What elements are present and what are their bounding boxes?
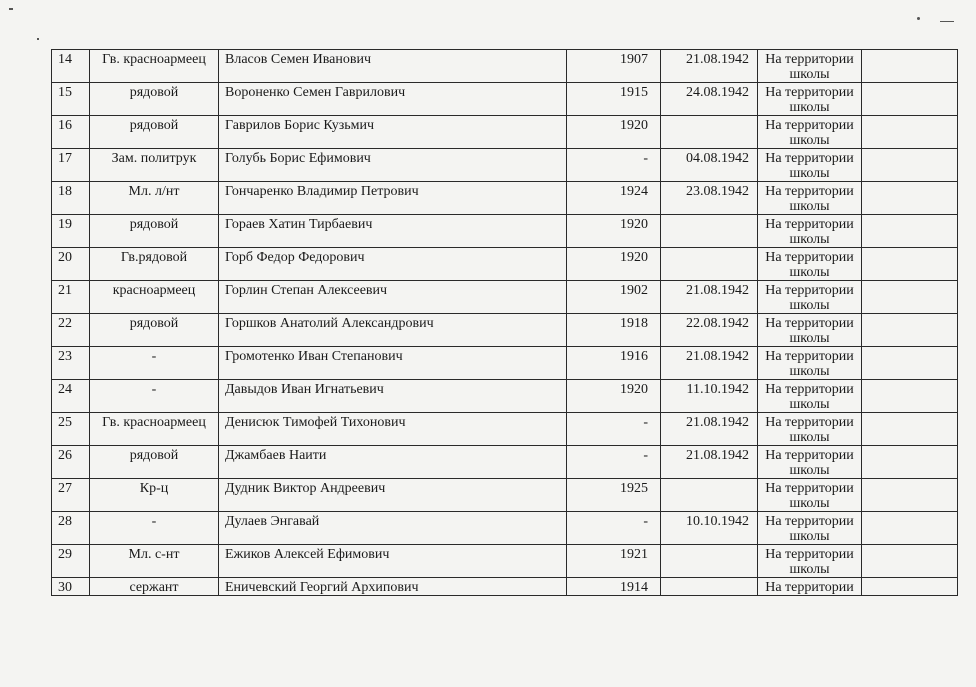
death-date-cell [661, 248, 758, 281]
rank-cell: Гв.рядовой [90, 248, 219, 281]
row-number: 20 [52, 248, 90, 281]
empty-cell [862, 50, 958, 83]
empty-cell [862, 314, 958, 347]
burial-place-cell: На территории школы [758, 281, 862, 314]
death-date-cell [661, 116, 758, 149]
burial-place-cell: На территории школы [758, 413, 862, 446]
burial-place-cell: На территории школы [758, 446, 862, 479]
death-date-cell: 21.08.1942 [661, 446, 758, 479]
name-cell: Ежиков Алексей Ефимович [219, 545, 567, 578]
rank-cell: рядовой [90, 314, 219, 347]
birth-year-cell: 1915 [567, 83, 661, 116]
birth-year-cell: 1920 [567, 116, 661, 149]
name-cell: Горб Федор Федорович [219, 248, 567, 281]
burial-place-cell: На территории школы [758, 347, 862, 380]
row-number: 18 [52, 182, 90, 215]
name-cell: Гораев Хатин Тирбаевич [219, 215, 567, 248]
name-cell: Дудник Виктор Андреевич [219, 479, 567, 512]
burial-place-cell: На территории школы [758, 116, 862, 149]
burial-place-cell: На территории школы [758, 149, 862, 182]
name-cell: Гаврилов Борис Кузьмич [219, 116, 567, 149]
death-date-cell [661, 215, 758, 248]
row-number: 22 [52, 314, 90, 347]
rank-cell: рядовой [90, 83, 219, 116]
table-row [52, 248, 958, 281]
birth-year-cell: 1907 [567, 50, 661, 83]
name-cell: Денисюк Тимофей Тихонович [219, 413, 567, 446]
name-cell: Горшков Анатолий Александрович [219, 314, 567, 347]
burial-place-cell: На территории школы [758, 50, 862, 83]
empty-cell [862, 380, 958, 413]
birth-year-cell: 1920 [567, 248, 661, 281]
burial-place-cell: На территории школы [758, 314, 862, 347]
birth-year-cell: 1920 [567, 380, 661, 413]
rank-cell: рядовой [90, 215, 219, 248]
table-row [52, 215, 958, 248]
birth-year-cell: 1924 [567, 182, 661, 215]
row-number: 29 [52, 545, 90, 578]
name-cell: Горлин Степан Алексеевич [219, 281, 567, 314]
empty-cell [862, 446, 958, 479]
rank-cell: Зам. политрук [90, 149, 219, 182]
rank-cell: - [90, 512, 219, 545]
birth-year-cell: 1902 [567, 281, 661, 314]
table-row [52, 446, 958, 479]
empty-cell [862, 182, 958, 215]
death-date-cell: 21.08.1942 [661, 281, 758, 314]
burial-place-cell: На территории школы [758, 545, 862, 578]
empty-cell [862, 83, 958, 116]
death-date-cell [661, 578, 758, 596]
table-row [52, 149, 958, 182]
name-cell: Гончаренко Владимир Петрович [219, 182, 567, 215]
burial-place-cell: На территории школы [758, 182, 862, 215]
table-row [52, 512, 958, 545]
empty-cell [862, 479, 958, 512]
table-row [52, 281, 958, 314]
row-number: 16 [52, 116, 90, 149]
name-cell: Дулаев Энгавай [219, 512, 567, 545]
burial-place-cell: На территории школы [758, 380, 862, 413]
death-date-cell: 21.08.1942 [661, 413, 758, 446]
name-cell: Давыдов Иван Игнатьевич [219, 380, 567, 413]
burial-place-cell: На территории школы [758, 248, 862, 281]
rank-cell: - [90, 347, 219, 380]
row-number: 25 [52, 413, 90, 446]
death-date-cell [661, 479, 758, 512]
rank-cell: Мл. с-нт [90, 545, 219, 578]
rank-cell: - [90, 380, 219, 413]
row-number: 24 [52, 380, 90, 413]
empty-cell [862, 578, 958, 596]
empty-cell [862, 149, 958, 182]
table-row [52, 50, 958, 83]
burial-place-cell: На территории [758, 578, 862, 596]
death-date-cell: 10.10.1942 [661, 512, 758, 545]
scan-speck [940, 21, 954, 22]
rank-cell: рядовой [90, 446, 219, 479]
scan-speck [37, 38, 39, 40]
death-date-cell: 11.10.1942 [661, 380, 758, 413]
rank-cell: Гв. красноармеец [90, 413, 219, 446]
name-cell: Вороненко Семен Гаврилович [219, 83, 567, 116]
death-date-cell: 22.08.1942 [661, 314, 758, 347]
death-date-cell: 04.08.1942 [661, 149, 758, 182]
rank-cell: Гв. красноармеец [90, 50, 219, 83]
birth-year-cell: 1921 [567, 545, 661, 578]
death-date-cell [661, 545, 758, 578]
name-cell: Голубь Борис Ефимович [219, 149, 567, 182]
rank-cell: Мл. л/нт [90, 182, 219, 215]
birth-year-cell: - [567, 446, 661, 479]
empty-cell [862, 545, 958, 578]
birth-year-cell: 1920 [567, 215, 661, 248]
table-row [52, 347, 958, 380]
row-number: 28 [52, 512, 90, 545]
row-number: 15 [52, 83, 90, 116]
table-row [52, 314, 958, 347]
birth-year-cell: 1918 [567, 314, 661, 347]
birth-year-cell: - [567, 413, 661, 446]
row-number: 19 [52, 215, 90, 248]
burial-place-cell: На территории школы [758, 512, 862, 545]
empty-cell [862, 281, 958, 314]
death-date-cell: 24.08.1942 [661, 83, 758, 116]
birth-year-cell: 1925 [567, 479, 661, 512]
scan-speck [917, 17, 920, 20]
row-number: 17 [52, 149, 90, 182]
table-row [52, 182, 958, 215]
empty-cell [862, 512, 958, 545]
rank-cell: Кр-ц [90, 479, 219, 512]
table-row [52, 116, 958, 149]
rank-cell: рядовой [90, 116, 219, 149]
table-row [52, 413, 958, 446]
birth-year-cell: - [567, 512, 661, 545]
row-number: 30 [52, 578, 90, 596]
table-row [52, 479, 958, 512]
burial-place-cell: На территории школы [758, 215, 862, 248]
row-number: 27 [52, 479, 90, 512]
rank-cell: сержант [90, 578, 219, 596]
burial-place-cell: На территории школы [758, 83, 862, 116]
table-row [52, 578, 958, 596]
death-date-cell: 21.08.1942 [661, 347, 758, 380]
row-number: 26 [52, 446, 90, 479]
row-number: 21 [52, 281, 90, 314]
birth-year-cell: 1916 [567, 347, 661, 380]
birth-year-cell: - [567, 149, 661, 182]
table-row [52, 545, 958, 578]
name-cell: Громотенко Иван Степанович [219, 347, 567, 380]
birth-year-cell: 1914 [567, 578, 661, 596]
row-number: 14 [52, 50, 90, 83]
table-row [52, 83, 958, 116]
name-cell: Еничевский Георгий Архипович [219, 578, 567, 596]
death-date-cell: 21.08.1942 [661, 50, 758, 83]
rank-cell: красноармеец [90, 281, 219, 314]
row-number: 23 [52, 347, 90, 380]
empty-cell [862, 248, 958, 281]
table-row [52, 380, 958, 413]
death-date-cell: 23.08.1942 [661, 182, 758, 215]
scan-speck [9, 8, 13, 10]
empty-cell [862, 116, 958, 149]
empty-cell [862, 347, 958, 380]
empty-cell [862, 215, 958, 248]
burial-roster-table [51, 49, 958, 596]
empty-cell [862, 413, 958, 446]
burial-place-cell: На территории школы [758, 479, 862, 512]
name-cell: Власов Семен Иванович [219, 50, 567, 83]
name-cell: Джамбаев Наити [219, 446, 567, 479]
